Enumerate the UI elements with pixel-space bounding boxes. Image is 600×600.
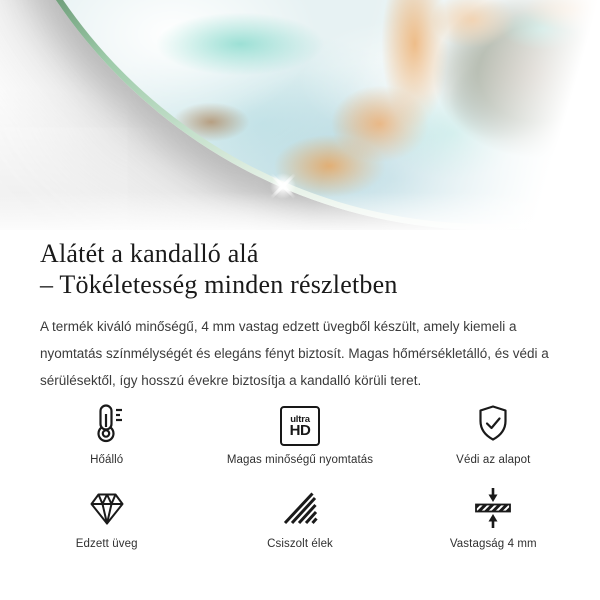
feature-tempered-glass bbox=[10, 484, 203, 550]
feature-ultra-hd-print bbox=[203, 400, 396, 466]
ultra-hd-text-top: ultra bbox=[290, 413, 310, 425]
feature-polished-edges bbox=[203, 484, 396, 550]
feature-protects-base bbox=[397, 400, 590, 466]
page-title-line2: – Tökéletesség minden részletben bbox=[40, 270, 398, 299]
ultra-hd-text-bottom: HD bbox=[289, 421, 311, 439]
thermometer-icon bbox=[85, 400, 129, 446]
ultra-hd-icon bbox=[280, 400, 320, 446]
product-photo bbox=[0, 0, 600, 230]
feature-heat-resistant bbox=[10, 400, 203, 466]
feature-label: Védi az alapot bbox=[456, 454, 531, 466]
feature-label: Edzett üveg bbox=[75, 538, 138, 550]
feature-label: Csiszolt élek bbox=[267, 538, 333, 550]
feature-thickness bbox=[397, 484, 590, 550]
sparkle-icon bbox=[265, 168, 301, 204]
polished-edges-icon bbox=[278, 484, 322, 530]
feature-label: Vastagság 4 mm bbox=[449, 538, 537, 550]
page-title bbox=[40, 238, 560, 300]
page-title-line1: Alátét a kandalló alá bbox=[40, 239, 259, 268]
feature-label: Hőálló bbox=[90, 454, 124, 466]
thickness-icon bbox=[471, 484, 515, 530]
features-grid bbox=[10, 400, 590, 550]
diamond-icon bbox=[85, 484, 129, 530]
feature-label: Magas minőségű nyomtatás bbox=[226, 454, 374, 466]
ultra-hd-badge bbox=[280, 406, 320, 446]
shield-check-icon bbox=[471, 400, 515, 446]
description-text: A termék kiváló minőségű, 4 mm vastag edzett üvegből készült, amely kiemeli a nyomtatás színmélységét és elegáns fényt biztosít. Magas hőmérsékletálló, és védi a sérülésektől, így hosszú évekre biztosítja a kandalló körüli teret. bbox=[40, 319, 549, 388]
